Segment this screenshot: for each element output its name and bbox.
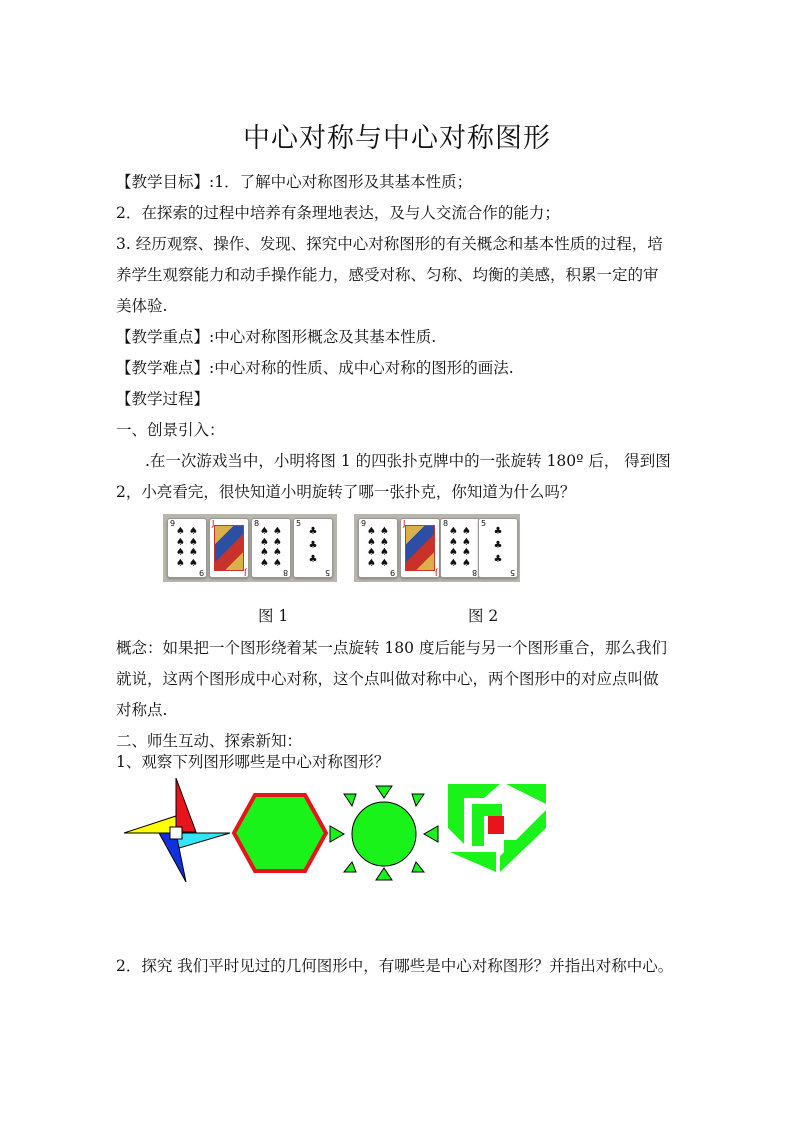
jack-face-icon [405, 525, 435, 571]
card-rank: J [243, 568, 246, 577]
card-rank: 9 [198, 568, 204, 577]
club-pips-icon: ♣ ♣ ♣ [308, 526, 318, 565]
figure-2-cards [354, 514, 520, 582]
goals-line-3b: 养学生观察能力和动手操作能力，感受对称、匀称、均衡的美感，积累一定的审 [116, 266, 659, 284]
card-nine-spades [167, 518, 207, 578]
card-eight-spades [440, 518, 480, 578]
question-2: 2．探究 我们平时见过的几何图形中，有哪些是中心对称图形？并指出对称中心。 [116, 957, 674, 975]
concept-line-a: 概念：如果把一个图形绕着某一点旋转 180 度后能与另一个图形重合，那么我们 [116, 639, 667, 657]
goals-text-1: :1．了解中心对称图形及其基本性质； [209, 173, 473, 191]
card-jack-diamonds [209, 518, 249, 578]
card-rank: 9 [170, 519, 176, 528]
figure-1-cards [163, 514, 337, 582]
card-rank: J [212, 519, 215, 528]
card-nine-spades [358, 518, 398, 578]
square-spiral-shape [446, 780, 548, 876]
key-point-line [116, 327, 436, 347]
card-rank: 8 [254, 519, 260, 528]
card-jack-diamonds [400, 518, 440, 578]
card-rank: 8 [282, 568, 288, 577]
card-rank: 9 [389, 568, 395, 577]
club-pips-icon: ♣ ♣ ♣ [493, 526, 503, 565]
spade-pips-icon: ♠ ♠ ♠ ♠ ♠ ♠ ♠ ♠ [260, 526, 282, 569]
goals-line-3c: 美体验. [116, 297, 168, 315]
card-five-clubs [293, 518, 333, 578]
key-point-label: 【教学重点】 [116, 328, 210, 346]
figure-1-caption: 图 1 [258, 607, 289, 625]
goals-label: 【教学目标】 [116, 173, 210, 191]
card-rank: 5 [324, 568, 330, 577]
figure-2-caption: 图 2 [468, 607, 499, 625]
difficulty-text: :中心对称的性质、成中心对称的图形的画法. [209, 359, 514, 377]
hexagon-shape [230, 792, 330, 874]
key-point-text: :中心对称图形概念及其基本性质. [209, 328, 437, 346]
card-rank: 8 [443, 519, 449, 528]
goals-line-2: 2．在探索的过程中培养有条理地表达，及与人交流合作的能力； [116, 204, 560, 222]
difficulty-line [116, 358, 514, 378]
spade-pips-icon: ♠ ♠ ♠ ♠ ♠ ♠ ♠ ♠ [367, 526, 389, 569]
card-rank: 5 [296, 519, 302, 528]
card-rank: J [434, 568, 437, 577]
pinwheel-shape [120, 772, 236, 886]
goals-line-3a: 3. 经历观察、操作、发现、探究中心对称图形的有关概念和基本性质的过程，培 [116, 235, 663, 253]
card-five-clubs [478, 518, 518, 578]
section2-heading: 二、师生互动、探索新知： [116, 732, 303, 750]
concept-line-c: 对称点. [116, 701, 168, 719]
sun-shape [328, 784, 440, 884]
card-rank: 8 [471, 568, 477, 577]
jack-face-icon [214, 525, 244, 571]
card-eight-spades [251, 518, 291, 578]
card-rank: 5 [481, 519, 487, 528]
process-label: 【教学过程】 [116, 390, 210, 408]
page-title: 中心对称与中心对称图形 [243, 123, 551, 154]
section1-paragraph-b: 2，小亮看完，很快知道小明旋转了哪一张扑克，你知道为什么吗？ [116, 483, 576, 501]
card-rank: 5 [509, 568, 515, 577]
card-rank: 9 [361, 519, 367, 528]
spade-pips-icon: ♠ ♠ ♠ ♠ ♠ ♠ ♠ ♠ [176, 526, 198, 569]
section1-paragraph-a: .在一次游戏当中，小明将图 1 的四张扑克牌中的一张旋转 180º 后， 得到图 [145, 452, 671, 470]
section1-heading: 一、创景引入： [116, 421, 225, 439]
card-rank: J [403, 519, 406, 528]
goals-line-1 [116, 172, 472, 192]
spade-pips-icon: ♠ ♠ ♠ ♠ ♠ ♠ ♠ ♠ [449, 526, 471, 569]
difficulty-label: 【教学难点】 [116, 359, 210, 377]
concept-line-b: 就说，这两个图形成中心对称，这个点叫做对称中心，两个图形中的对应点叫做 [116, 670, 659, 688]
question-1: 1、观察下列图形哪些是中心对称图形？ [116, 753, 390, 771]
